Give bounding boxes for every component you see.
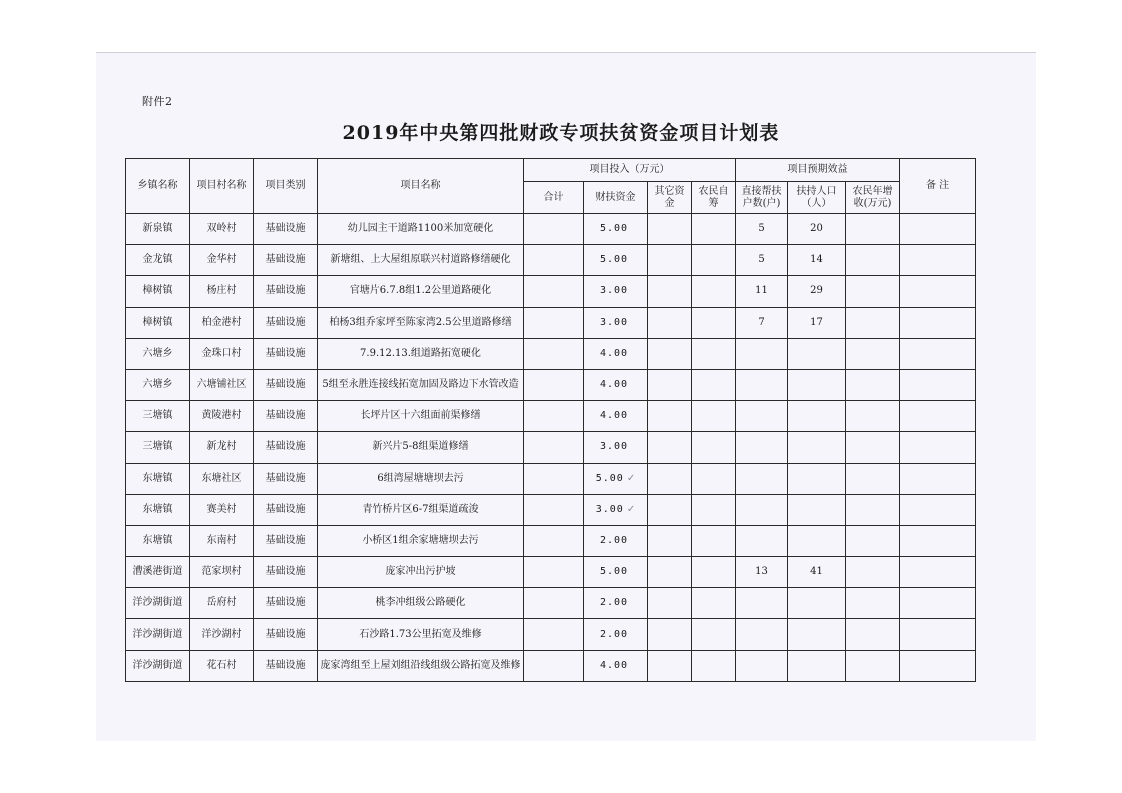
cell-category: 基础设施: [254, 588, 318, 619]
header-farmer-self: 农民自筹: [692, 182, 736, 214]
cell-population: [788, 369, 846, 400]
cell-farmer-self: [692, 650, 736, 681]
cell-population: 41: [788, 557, 846, 588]
table-row: [126, 338, 976, 369]
cell-total: [524, 401, 584, 432]
table-row: [126, 619, 976, 650]
cell-other-fund: [648, 338, 692, 369]
cell-fiscal-fund: [584, 494, 648, 525]
cell-project-name: 桃李冲组级公路硬化: [318, 588, 524, 619]
cell-remarks: [900, 307, 976, 338]
cell-population: [788, 650, 846, 681]
cell-fiscal-fund: [584, 369, 648, 400]
cell-income-increase: [846, 432, 900, 463]
cell-households: [736, 588, 788, 619]
cell-households: [736, 619, 788, 650]
cell-income-increase: [846, 214, 900, 245]
cell-category: 基础设施: [254, 557, 318, 588]
cell-other-fund: [648, 401, 692, 432]
cell-category: 基础设施: [254, 307, 318, 338]
cell-remarks: [900, 619, 976, 650]
cell-other-fund: [648, 650, 692, 681]
cell-township: 新泉镇: [126, 214, 190, 245]
cell-township: 三塘镇: [126, 432, 190, 463]
cell-fiscal-fund: [584, 245, 648, 276]
cell-remarks: [900, 463, 976, 494]
cell-households: 5: [736, 214, 788, 245]
cell-township: 金龙镇: [126, 245, 190, 276]
cell-category: 基础设施: [254, 369, 318, 400]
cell-farmer-self: [692, 619, 736, 650]
cell-project-name: 柏杨3组乔家坪至陈家湾2.5公里道路修缮: [318, 307, 524, 338]
cell-total: [524, 494, 584, 525]
cell-total: [524, 214, 584, 245]
cell-remarks: [900, 494, 976, 525]
cell-remarks: [900, 588, 976, 619]
cell-fiscal-fund: [584, 619, 648, 650]
cell-category: 基础设施: [254, 432, 318, 463]
cell-township: 三塘镇: [126, 401, 190, 432]
fund-value: 4.00: [599, 347, 629, 359]
cell-income-increase: [846, 557, 900, 588]
cell-households: [736, 338, 788, 369]
cell-farmer-self: [692, 276, 736, 307]
cell-township: 六塘乡: [126, 369, 190, 400]
cell-category: 基础设施: [254, 214, 318, 245]
cell-remarks: [900, 525, 976, 556]
cell-farmer-self: [692, 525, 736, 556]
cell-township: 樟树镇: [126, 307, 190, 338]
cell-township: 樟树镇: [126, 276, 190, 307]
cell-total: [524, 338, 584, 369]
cell-population: [788, 338, 846, 369]
cell-remarks: [900, 214, 976, 245]
cell-households: [736, 463, 788, 494]
cell-remarks: [900, 338, 976, 369]
table-row: [126, 463, 976, 494]
cell-category: 基础设施: [254, 401, 318, 432]
cell-fiscal-fund: [584, 650, 648, 681]
cell-category: 基础设施: [254, 650, 318, 681]
cell-income-increase: [846, 619, 900, 650]
cell-other-fund: [648, 432, 692, 463]
header-benefit-group: 项目预期效益: [736, 159, 900, 182]
cell-total: [524, 245, 584, 276]
fund-value: 2.00: [599, 534, 629, 546]
cell-village: 六塘铺社区: [190, 369, 254, 400]
header-total: 合计: [524, 182, 584, 214]
cell-remarks: [900, 401, 976, 432]
fund-value: 4.00: [599, 410, 629, 422]
cell-other-fund: [648, 619, 692, 650]
header-project-name: 项目名称: [318, 159, 524, 214]
check-mark: ✓: [626, 472, 636, 484]
cell-village: 杨庄村: [190, 276, 254, 307]
cell-farmer-self: [692, 557, 736, 588]
table-row: [126, 245, 976, 276]
fund-value: 4.00: [599, 659, 629, 671]
cell-township: 东塘镇: [126, 525, 190, 556]
table-row: [126, 557, 976, 588]
cell-fiscal-fund: [584, 214, 648, 245]
cell-income-increase: [846, 369, 900, 400]
cell-population: [788, 619, 846, 650]
cell-households: 13: [736, 557, 788, 588]
cell-project-name: 6组湾屋塘塘坝去污: [318, 463, 524, 494]
cell-other-fund: [648, 276, 692, 307]
cell-population: [788, 588, 846, 619]
cell-category: 基础设施: [254, 525, 318, 556]
header-income-increase: 农民年增收(万元): [846, 182, 900, 214]
cell-households: [736, 650, 788, 681]
table-row: [126, 525, 976, 556]
cell-farmer-self: [692, 494, 736, 525]
cell-project-name: 7.9.12.13.组道路拓宽硬化: [318, 338, 524, 369]
cell-project-name: 青竹桥片区6-7组渠道疏浚: [318, 494, 524, 525]
cell-fiscal-fund: [584, 338, 648, 369]
cell-category: 基础设施: [254, 245, 318, 276]
cell-village: 新龙村: [190, 432, 254, 463]
cell-households: [736, 525, 788, 556]
cell-fiscal-fund: [584, 307, 648, 338]
cell-fiscal-fund: [584, 525, 648, 556]
attachment-label: 附件2: [142, 95, 173, 108]
cell-households: [736, 432, 788, 463]
header-investment-group: 项目投入（万元）: [524, 159, 736, 182]
cell-village: 金珠口村: [190, 338, 254, 369]
cell-farmer-self: [692, 463, 736, 494]
cell-village: 东南村: [190, 525, 254, 556]
header-township: 乡镇名称: [126, 159, 190, 214]
fund-value: 3.00: [599, 316, 629, 328]
cell-township: 洋沙湖街道: [126, 650, 190, 681]
fund-value: 3.00: [599, 441, 629, 453]
cell-income-increase: [846, 525, 900, 556]
cell-township: 六塘乡: [126, 338, 190, 369]
table-row: [126, 432, 976, 463]
cell-project-name: 石沙路1.73公里拓宽及维修: [318, 619, 524, 650]
document-title: 2019年中央第四批财政专项扶贫资金项目计划表: [342, 122, 780, 144]
cell-project-name: 幼儿园主干道路1100米加宽硬化: [318, 214, 524, 245]
cell-total: [524, 525, 584, 556]
cell-project-name: 5组至永胜连接线拓宽加固及路边下水管改造: [318, 369, 524, 400]
cell-total: [524, 369, 584, 400]
cell-households: 5: [736, 245, 788, 276]
cell-households: [736, 494, 788, 525]
cell-village: 岳府村: [190, 588, 254, 619]
fund-value: 5.00: [599, 223, 629, 235]
check-mark: ✓: [626, 503, 636, 515]
cell-other-fund: [648, 214, 692, 245]
cell-remarks: [900, 432, 976, 463]
cell-category: 基础设施: [254, 619, 318, 650]
cell-farmer-self: [692, 369, 736, 400]
cell-remarks: [900, 245, 976, 276]
cell-farmer-self: [692, 245, 736, 276]
cell-category: 基础设施: [254, 494, 318, 525]
cell-total: [524, 432, 584, 463]
cell-township: 洋沙湖街道: [126, 619, 190, 650]
cell-village: 赛美村: [190, 494, 254, 525]
cell-income-increase: [846, 245, 900, 276]
cell-other-fund: [648, 525, 692, 556]
cell-township: 东塘镇: [126, 463, 190, 494]
cell-township: 洋沙湖街道: [126, 588, 190, 619]
cell-farmer-self: [692, 401, 736, 432]
cell-village: 金华村: [190, 245, 254, 276]
table-row: [126, 650, 976, 681]
cell-farmer-self: [692, 307, 736, 338]
cell-category: 基础设施: [254, 276, 318, 307]
cell-village: 东塘社区: [190, 463, 254, 494]
cell-project-name: 新塘组、上大屋组原联兴村道路修缮硬化: [318, 245, 524, 276]
cell-remarks: [900, 276, 976, 307]
cell-project-name: 庞家湾组至上屋刘组沿线组级公路拓宽及维修: [318, 650, 524, 681]
header-remarks: 备 注: [900, 159, 976, 214]
cell-income-increase: [846, 307, 900, 338]
cell-households: [736, 369, 788, 400]
cell-households: 7: [736, 307, 788, 338]
cell-income-increase: [846, 463, 900, 494]
table-row: [126, 588, 976, 619]
cell-population: [788, 494, 846, 525]
cell-category: 基础设施: [254, 338, 318, 369]
cell-income-increase: [846, 650, 900, 681]
cell-fiscal-fund: [584, 276, 648, 307]
cell-population: 20: [788, 214, 846, 245]
table-row: [126, 307, 976, 338]
cell-total: [524, 619, 584, 650]
fund-value: 2.00: [599, 597, 629, 609]
cell-fiscal-fund: [584, 432, 648, 463]
cell-total: [524, 276, 584, 307]
cell-population: [788, 401, 846, 432]
cell-project-name: 新兴片5-8组渠道修缮: [318, 432, 524, 463]
cell-fiscal-fund: [584, 401, 648, 432]
cell-population: 17: [788, 307, 846, 338]
cell-fiscal-fund: [584, 557, 648, 588]
cell-population: 29: [788, 276, 846, 307]
fund-value: 5.00: [599, 566, 629, 578]
cell-township: 东塘镇: [126, 494, 190, 525]
cell-village: 柏金港村: [190, 307, 254, 338]
cell-remarks: [900, 557, 976, 588]
cell-other-fund: [648, 494, 692, 525]
fund-value: 4.00: [599, 379, 629, 391]
cell-village: 范家坝村: [190, 557, 254, 588]
header-population: 扶持人口（人）: [788, 182, 846, 214]
table-row: [126, 401, 976, 432]
header-households: 直接帮扶户数(户): [736, 182, 788, 214]
cell-farmer-self: [692, 588, 736, 619]
cell-other-fund: [648, 463, 692, 494]
fund-value: 5.00: [599, 254, 629, 266]
cell-population: [788, 463, 846, 494]
header-village: 项目村名称: [190, 159, 254, 214]
cell-farmer-self: [692, 432, 736, 463]
cell-category: 基础设施: [254, 463, 318, 494]
cell-village: 黄陵港村: [190, 401, 254, 432]
cell-fiscal-fund: [584, 463, 648, 494]
cell-population: [788, 525, 846, 556]
cell-township: 漕溪港街道: [126, 557, 190, 588]
cell-total: [524, 307, 584, 338]
cell-remarks: [900, 369, 976, 400]
cell-village: 洋沙湖村: [190, 619, 254, 650]
table-row: [126, 369, 976, 400]
cell-income-increase: [846, 401, 900, 432]
fund-value: 5.00: [595, 472, 624, 484]
cell-households: 11: [736, 276, 788, 307]
cell-income-increase: [846, 338, 900, 369]
cell-other-fund: [648, 307, 692, 338]
cell-project-name: 小桥区1组余家塘塘坝去污: [318, 525, 524, 556]
cell-village: 花石村: [190, 650, 254, 681]
cell-other-fund: [648, 245, 692, 276]
table-row: [126, 494, 976, 525]
cell-project-name: 庞家冲出污护坡: [318, 557, 524, 588]
cell-total: [524, 588, 584, 619]
cell-other-fund: [648, 369, 692, 400]
fund-value: 2.00: [599, 628, 629, 640]
cell-income-increase: [846, 588, 900, 619]
header-category: 项目类别: [254, 159, 318, 214]
fund-value: 3.00: [599, 285, 629, 297]
cell-project-name: 官塘片6.7.8组1.2公里道路硬化: [318, 276, 524, 307]
table-row: [126, 276, 976, 307]
cell-population: 14: [788, 245, 846, 276]
cell-income-increase: [846, 494, 900, 525]
cell-income-increase: [846, 276, 900, 307]
cell-total: [524, 463, 584, 494]
cell-farmer-self: [692, 214, 736, 245]
cell-total: [524, 557, 584, 588]
cell-village: 双岭村: [190, 214, 254, 245]
cell-other-fund: [648, 557, 692, 588]
header-fiscal-fund: 财扶资金: [584, 182, 648, 214]
cell-remarks: [900, 650, 976, 681]
cell-farmer-self: [692, 338, 736, 369]
cell-households: [736, 401, 788, 432]
cell-population: [788, 432, 846, 463]
cell-fiscal-fund: [584, 588, 648, 619]
header-other-fund: 其它资金: [648, 182, 692, 214]
cell-other-fund: [648, 588, 692, 619]
table-row: [126, 214, 976, 245]
cell-project-name: 长坪片区十六组面前渠修缮: [318, 401, 524, 432]
fund-value: 3.00: [595, 503, 624, 515]
project-plan-table: [125, 158, 976, 682]
cell-total: [524, 650, 584, 681]
